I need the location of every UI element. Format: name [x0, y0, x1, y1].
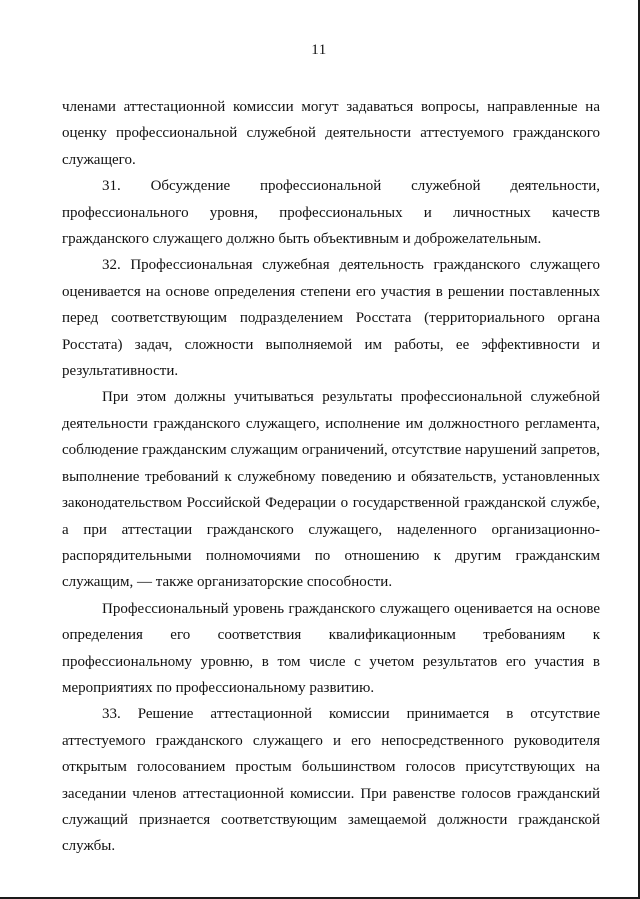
paragraph-33: 33. Решение аттестационной комиссии принимается в отсутствие аттестуемого гражданского служащего и его непосредственного руководителя открытым голосованием простым большинством голосов присутствующих на заседании членов аттестационной комиссии. При равенстве голосов гражданский служащий признается соответствующим замещаемой должности гражданской службы. — [62, 706, 600, 855]
paragraph-32-level: Профессиональный уровень гражданского служащего оценивается на основе определения его соответствия квалификационным требованиям к профессиональному уровню, в том числе с учетом результатов его участия в мероприятиях по профессиональному развитию. — [62, 600, 600, 696]
paragraph-31: 31. Обсуждение профессиональной служебной деятельности, профессионального уровня, профессиональных и личностных качеств гражданского служащего должно быть объективным и доброжелательным. — [62, 178, 600, 248]
document-body — [62, 94, 600, 860]
paragraph-32-results: При этом должны учитываться результаты профессиональной служебной деятельности гражданского служащего, исполнение им должностного регламента, соблюдение гражданским служащим ограничений, отсутствие нарушений запретов, выполнение требований к служебному поведению и обязательств, установленных законодательством Российской Федерации о государственной гражданской службе, а при аттестации гражданского служащего, наделенного организационно-распорядительными полномочиями по отношению к другим гражданским служащим, — также организаторские способности. — [62, 389, 600, 591]
paragraph-32: 32. Профессиональная служебная деятельность гражданского служащего оценивается на основе определения степени его участия в решении поставленных перед соответствующим подразделением Росстата (территориального органа Росстата) задач, сложности выполняемой им работы, ее эффективности и результативности. — [62, 257, 600, 380]
page-number: 11 — [311, 42, 327, 58]
paragraph-continuation: членами аттестационной комиссии могут задаваться вопросы, направленные на оценку профессиональной служебной деятельности аттестуемого гражданского служащего. — [62, 99, 600, 168]
